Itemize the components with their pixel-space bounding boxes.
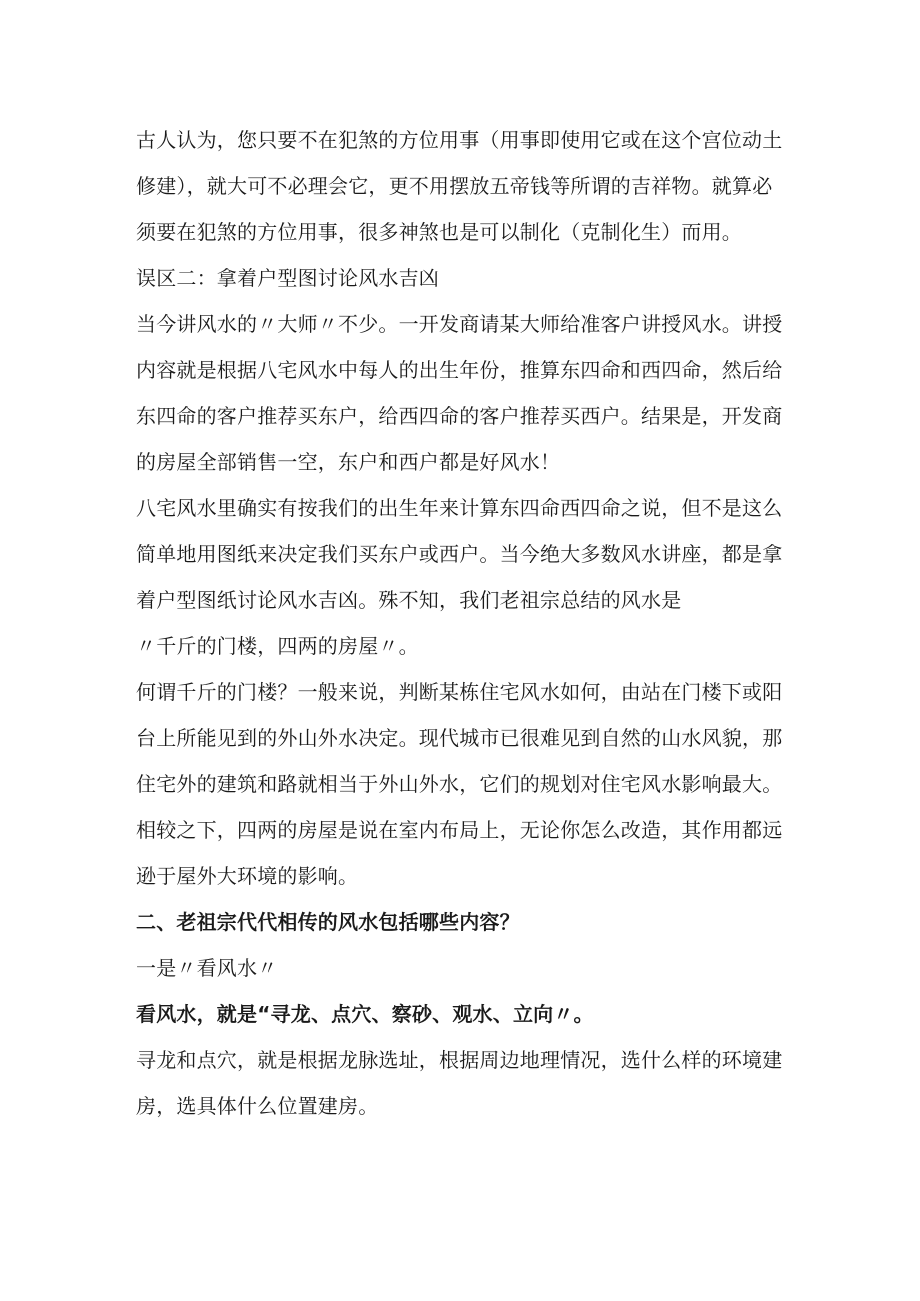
paragraph-line: 着户型图纸讨论风水吉凶。殊不知，我们老祖宗总结的风水是 — [136, 588, 682, 612]
paragraph-line: 的房屋全部销售一空，东户和西户都是好风水！ — [136, 450, 561, 474]
paragraph-line: 修建），就大可不必理会它，更不用摆放五帝钱等所谓的吉祥物。就算必 — [136, 174, 773, 198]
paragraph-line: 房，选具体什么位置建房。 — [136, 1094, 379, 1118]
paragraph-line: 何谓千斤的门楼？一般来说，判断某栋住宅风水如何，由站在门楼下或阳 — [136, 680, 783, 704]
paragraph-line: 住宅外的建筑和路就相当于外山外水，它们的规划对住宅风水影响最大。 — [136, 772, 783, 796]
paragraph-line: 〃千斤的门楼，四两的房屋〃。 — [136, 634, 419, 658]
paragraph-line: 寻龙和点穴，就是根据龙脉选址，根据周边地理情况，选什么样的环境建 — [136, 1048, 783, 1072]
section-heading: 二、老祖宗代代相传的风水包括哪些内容？ — [136, 910, 520, 934]
paragraph-line: 简单地用图纸来决定我们买东户或西户。当今绝大多数风水讲座，都是拿 — [136, 542, 783, 566]
section-subheading: 误区二：拿着户型图讨论风水吉凶 — [136, 266, 439, 290]
paragraph-line: 东四命的客户推荐买东户，给西四命的客户推荐买西户。结果是，开发商 — [136, 404, 783, 428]
bold-statement: 看风水，就是“寻龙、点穴、察砂、观水、立向〃。 — [136, 1002, 594, 1026]
paragraph-line: 当今讲风水的〃大师〃不少。一开发商请某大师给准客户讲授风水。讲授 — [136, 312, 783, 336]
document-page — [136, 117, 788, 1129]
paragraph-line: 相较之下，四两的房屋是说在室内布局上，无论你怎么改造，其作用都远 — [136, 818, 783, 842]
paragraph-line: 一是〃看风水〃 — [136, 956, 278, 980]
paragraph-line: 内容就是根据八宅风水中每人的出生年份，推算东四命和西四命，然后给 — [136, 358, 783, 382]
paragraph-line: 逊于屋外大环境的影响。 — [136, 864, 359, 888]
paragraph-line: 须要在犯煞的方位用事，很多神煞也是可以制化（克制化生）而用。 — [136, 220, 742, 244]
paragraph-line: 八宅风水里确实有按我们的出生年来计算东四命西四命之说，但不是这么 — [136, 496, 783, 520]
paragraph-line: 台上所能见到的外山外水决定。现代城市已很难见到自然的山水风貌，那 — [136, 726, 783, 750]
paragraph-line: 古人认为，您只要不在犯煞的方位用事（用事即使用它或在这个宫位动土 — [136, 128, 783, 152]
